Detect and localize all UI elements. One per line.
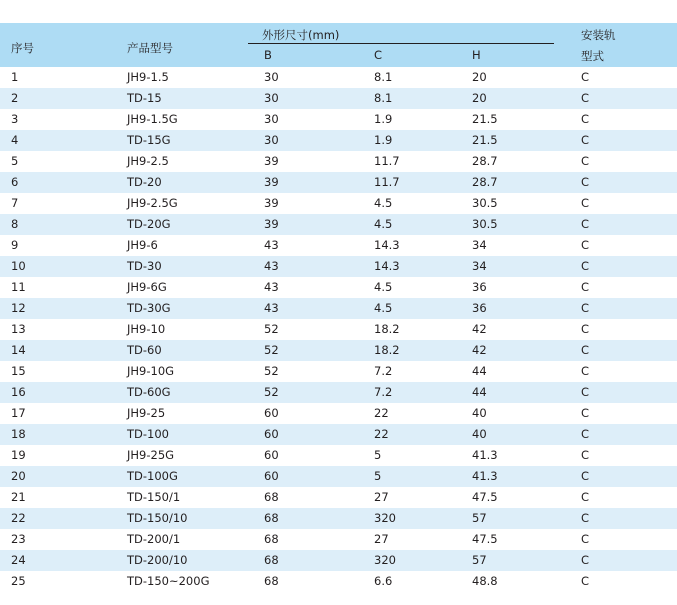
dimension-h: 30.5 [472, 196, 498, 210]
rail-type: C [581, 196, 590, 210]
dimension-b: 52 [264, 343, 279, 357]
product-model: JH9-10G [127, 364, 175, 378]
dimension-h: 40 [472, 427, 487, 441]
dimension-b: 43 [264, 259, 279, 273]
row-number: 6 [11, 175, 19, 189]
table-row [0, 487, 677, 508]
dimension-b: 39 [264, 154, 279, 168]
product-model: TD-150~200G [127, 574, 210, 588]
header-group-divider [248, 43, 554, 44]
product-model: JH9-2.5G [127, 196, 178, 210]
dimension-c: 14.3 [374, 238, 400, 252]
product-model: TD-15G [127, 133, 171, 147]
table-row [0, 277, 677, 298]
rail-type: C [581, 364, 590, 378]
rail-type: C [581, 301, 590, 315]
dimension-c: 5 [374, 448, 382, 462]
product-model: TD-15 [127, 91, 162, 105]
dimension-b: 52 [264, 385, 279, 399]
product-model: TD-100 [127, 427, 169, 441]
table-row [0, 235, 677, 256]
table-row [0, 424, 677, 445]
dimension-c: 320 [374, 511, 396, 525]
row-number: 7 [11, 196, 19, 210]
rail-type: C [581, 154, 590, 168]
dimension-c: 18.2 [374, 322, 400, 336]
product-model: JH9-2.5 [127, 154, 169, 168]
dimension-c: 5 [374, 469, 382, 483]
dimension-b: 30 [264, 112, 279, 126]
header-h: H [472, 48, 481, 62]
table-row [0, 466, 677, 487]
dimension-h: 20 [472, 70, 487, 84]
product-model: TD-200/1 [127, 532, 181, 546]
product-model: JH9-25G [127, 448, 175, 462]
dimension-c: 22 [374, 406, 389, 420]
row-number: 14 [11, 343, 26, 357]
product-model: TD-150/10 [127, 511, 188, 525]
product-model: TD-100G [127, 469, 178, 483]
row-number: 3 [11, 112, 19, 126]
product-model: JH9-6 [127, 238, 158, 252]
header-model: 产品型号 [127, 41, 173, 55]
table-row [0, 88, 677, 109]
rail-type: C [581, 490, 590, 504]
dimension-h: 57 [472, 553, 487, 567]
table-body [0, 67, 677, 592]
dimension-c: 4.5 [374, 280, 393, 294]
dimension-h: 34 [472, 238, 487, 252]
dimension-b: 52 [264, 364, 279, 378]
row-number: 15 [11, 364, 26, 378]
row-number: 16 [11, 385, 26, 399]
rail-type: C [581, 343, 590, 357]
dimension-b: 39 [264, 196, 279, 210]
dimension-c: 7.2 [374, 385, 393, 399]
dimension-b: 30 [264, 91, 279, 105]
dimension-b: 30 [264, 70, 279, 84]
dimension-c: 18.2 [374, 343, 400, 357]
table-row [0, 508, 677, 529]
table-row [0, 571, 677, 592]
product-model: JH9-10 [127, 322, 166, 336]
rail-type: C [581, 406, 590, 420]
row-number: 9 [11, 238, 19, 252]
product-dimension-table [0, 23, 677, 592]
dimension-h: 48.8 [472, 574, 498, 588]
rail-type: C [581, 175, 590, 189]
row-number: 5 [11, 154, 19, 168]
dimension-h: 34 [472, 259, 487, 273]
product-model: TD-20 [127, 175, 162, 189]
dimension-b: 30 [264, 133, 279, 147]
table-row [0, 298, 677, 319]
dimension-c: 1.9 [374, 133, 393, 147]
row-number: 19 [11, 448, 26, 462]
rail-type: C [581, 133, 590, 147]
table-header [0, 23, 677, 67]
dimension-c: 14.3 [374, 259, 400, 273]
header-rail-type-line1: 安装轨 [581, 28, 616, 42]
dimension-h: 28.7 [472, 154, 498, 168]
dimension-h: 47.5 [472, 490, 498, 504]
dimension-c: 22 [374, 427, 389, 441]
dimension-h: 41.3 [472, 469, 498, 483]
dimension-c: 4.5 [374, 196, 393, 210]
dimension-h: 30.5 [472, 217, 498, 231]
table-row [0, 340, 677, 361]
header-b: B [264, 48, 272, 62]
dimension-b: 43 [264, 238, 279, 252]
rail-type: C [581, 217, 590, 231]
dimension-c: 11.7 [374, 175, 400, 189]
row-number: 17 [11, 406, 26, 420]
product-model: JH9-1.5 [127, 70, 169, 84]
dimension-c: 27 [374, 532, 389, 546]
product-model: TD-60 [127, 343, 162, 357]
dimension-c: 11.7 [374, 154, 400, 168]
rail-type: C [581, 280, 590, 294]
rail-type: C [581, 112, 590, 126]
row-number: 25 [11, 574, 26, 588]
header-no: 序号 [11, 41, 34, 55]
dimension-h: 57 [472, 511, 487, 525]
rail-type: C [581, 574, 590, 588]
rail-type: C [581, 238, 590, 252]
product-model: JH9-6G [127, 280, 167, 294]
product-model: TD-30G [127, 301, 171, 315]
dimension-b: 68 [264, 532, 279, 546]
dimension-h: 36 [472, 280, 487, 294]
dimension-c: 320 [374, 553, 396, 567]
row-number: 21 [11, 490, 26, 504]
table-row [0, 151, 677, 172]
dimension-h: 21.5 [472, 133, 498, 147]
dimension-c: 4.5 [374, 301, 393, 315]
dimension-h: 44 [472, 364, 487, 378]
row-number: 1 [11, 70, 19, 84]
dimension-h: 42 [472, 343, 487, 357]
dimension-b: 68 [264, 574, 279, 588]
dimension-b: 43 [264, 280, 279, 294]
dimension-b: 39 [264, 217, 279, 231]
table-row [0, 109, 677, 130]
table-row [0, 361, 677, 382]
rail-type: C [581, 532, 590, 546]
dimension-b: 52 [264, 322, 279, 336]
row-number: 18 [11, 427, 26, 441]
table-row [0, 445, 677, 466]
table-row [0, 172, 677, 193]
dimension-h: 42 [472, 322, 487, 336]
dimension-h: 41.3 [472, 448, 498, 462]
product-model: TD-30 [127, 259, 162, 273]
row-number: 22 [11, 511, 26, 525]
dimension-b: 60 [264, 406, 279, 420]
table-row [0, 403, 677, 424]
product-model: TD-150/1 [127, 490, 181, 504]
dimension-h: 40 [472, 406, 487, 420]
dimension-b: 60 [264, 448, 279, 462]
row-number: 8 [11, 217, 19, 231]
rail-type: C [581, 427, 590, 441]
dimension-c: 8.1 [374, 70, 393, 84]
table-row [0, 67, 677, 88]
dimension-b: 68 [264, 553, 279, 567]
dimension-h: 20 [472, 91, 487, 105]
dimension-h: 28.7 [472, 175, 498, 189]
table-row [0, 319, 677, 340]
row-number: 13 [11, 322, 26, 336]
table-row [0, 256, 677, 277]
dimension-b: 68 [264, 490, 279, 504]
rail-type: C [581, 385, 590, 399]
row-number: 10 [11, 259, 26, 273]
header-dimensions-group: 外形尺寸(mm) [262, 28, 340, 42]
dimension-c: 7.2 [374, 364, 393, 378]
dimension-b: 60 [264, 469, 279, 483]
row-number: 4 [11, 133, 19, 147]
table-row [0, 193, 677, 214]
rail-type: C [581, 448, 590, 462]
dimension-h: 47.5 [472, 532, 498, 546]
product-model: TD-20G [127, 217, 171, 231]
product-model: JH9-1.5G [127, 112, 178, 126]
dimension-c: 27 [374, 490, 389, 504]
rail-type: C [581, 553, 590, 567]
header-c: C [374, 48, 383, 62]
table-row [0, 214, 677, 235]
product-model: TD-200/10 [127, 553, 188, 567]
rail-type: C [581, 259, 590, 273]
dimension-c: 6.6 [374, 574, 393, 588]
rail-type: C [581, 322, 590, 336]
dimension-b: 68 [264, 511, 279, 525]
dimension-h: 36 [472, 301, 487, 315]
row-number: 20 [11, 469, 26, 483]
row-number: 12 [11, 301, 26, 315]
row-number: 23 [11, 532, 26, 546]
row-number: 24 [11, 553, 26, 567]
rail-type: C [581, 511, 590, 525]
rail-type: C [581, 70, 590, 84]
table-row [0, 130, 677, 151]
dimension-c: 1.9 [374, 112, 393, 126]
dimension-c: 4.5 [374, 217, 393, 231]
row-number: 11 [11, 280, 26, 294]
table-row [0, 550, 677, 571]
rail-type: C [581, 469, 590, 483]
dimension-b: 39 [264, 175, 279, 189]
product-model: JH9-25 [127, 406, 166, 420]
header-rail-type-line2: 型式 [581, 49, 604, 63]
dimension-c: 8.1 [374, 91, 393, 105]
dimension-b: 60 [264, 427, 279, 441]
dimension-h: 21.5 [472, 112, 498, 126]
product-model: TD-60G [127, 385, 171, 399]
dimension-h: 44 [472, 385, 487, 399]
table-row [0, 529, 677, 550]
dimension-b: 43 [264, 301, 279, 315]
rail-type: C [581, 91, 590, 105]
row-number: 2 [11, 91, 19, 105]
table-row [0, 382, 677, 403]
